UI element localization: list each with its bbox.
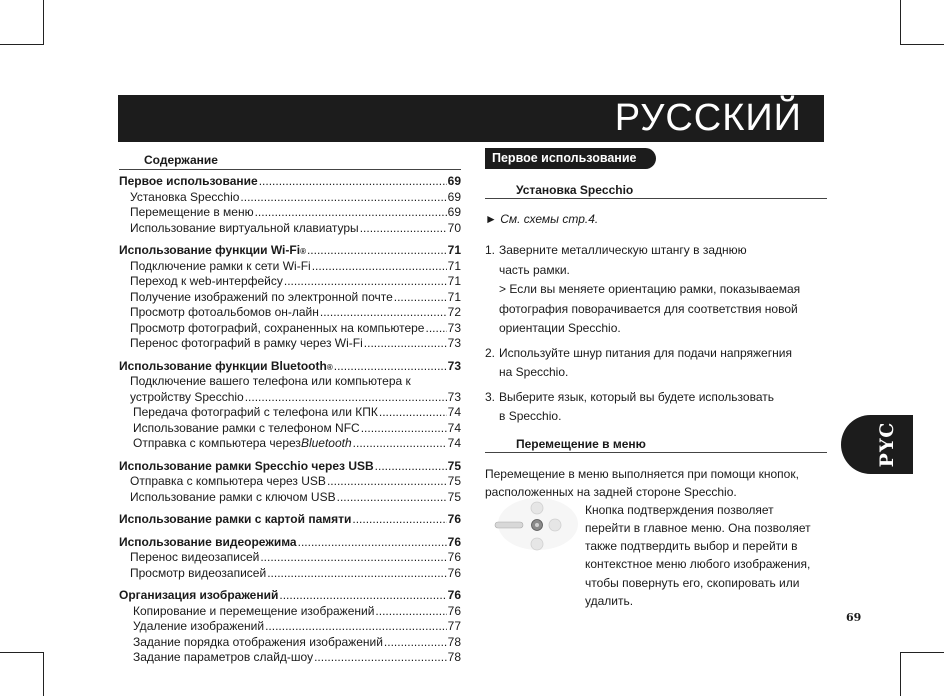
toc-item-text: Перенос фотографий в рамку через Wi-Fi	[130, 336, 363, 350]
toc-item-text: Просмотр фотографий, сохраненных на компьютере	[130, 320, 425, 335]
dot-leader	[360, 221, 447, 237]
page-number: 69	[846, 611, 862, 624]
toc-item[interactable]	[119, 274, 461, 290]
banner-title: РУССКИЙ	[614, 97, 802, 139]
toc-item-text: Перемещение в меню	[130, 205, 254, 219]
dot-leader	[312, 259, 447, 275]
install-heading: Установка Specchio	[485, 182, 827, 199]
crop-mark	[900, 0, 901, 44]
toc-item[interactable]	[119, 604, 461, 620]
step-body	[499, 344, 827, 383]
table-of-contents	[119, 153, 461, 666]
toc-page-number: 76	[447, 512, 461, 526]
dot-leader	[267, 566, 446, 582]
toc-item-text: Установка Specchio	[130, 189, 240, 204]
dot-leader	[394, 290, 447, 306]
step-line: в Specchio.	[499, 409, 562, 423]
menu-description-line: также подтвердить выбор и перейти в	[585, 539, 798, 554]
step-line: Выберите язык, который вы будете использовать	[499, 389, 774, 404]
toc-section	[119, 243, 461, 352]
toc-item[interactable]	[119, 190, 461, 206]
toc-item-text: Отправка с компьютера через USB	[130, 474, 326, 488]
dot-leader	[260, 550, 446, 566]
toc-section-title[interactable]	[119, 459, 461, 475]
toc-item-text: Просмотр фотоальбомов он-лайн	[130, 305, 319, 319]
install-step	[485, 388, 827, 427]
menu-description-line: перейти в главное меню. Она позволяет	[585, 520, 811, 535]
toc-item-text: Получение изображений по электронной почте	[130, 289, 393, 304]
toc-section	[119, 512, 461, 528]
dot-leader	[375, 604, 446, 620]
install-step	[485, 344, 827, 383]
note-text: См. схемы стр.4.	[500, 212, 599, 226]
menu-description-line: контекстное меню любого изображения,	[585, 557, 811, 572]
toc-item-text: Использование виртуальной клавиатуры	[130, 220, 359, 235]
toc-section-title[interactable]	[119, 535, 461, 551]
dot-leader	[284, 274, 447, 290]
toc-item[interactable]	[119, 336, 461, 352]
step-number: 2.	[485, 345, 496, 360]
toc-item[interactable]	[119, 474, 461, 490]
toc-item[interactable]	[119, 405, 461, 421]
toc-item[interactable]	[119, 205, 461, 221]
section-title: Первое использование	[485, 148, 656, 169]
dot-leader	[379, 405, 447, 421]
toc-page-number: 74	[447, 420, 461, 435]
navigation-buttons-illustration	[490, 495, 578, 555]
toc-item[interactable]	[119, 566, 461, 582]
dot-leader	[279, 588, 446, 604]
menu-description-line: чтобы повернуть его, скопировать или	[585, 575, 800, 590]
toc-section	[119, 459, 461, 506]
toc-item[interactable]	[119, 421, 461, 437]
toc-title-text: Использование функции Wi-Fi	[119, 243, 301, 257]
install-step	[485, 241, 827, 339]
toc-item[interactable]	[119, 490, 461, 506]
dot-leader	[314, 650, 447, 666]
toc-section-title[interactable]	[119, 174, 461, 190]
toc-page-number: 76	[447, 534, 461, 549]
toc-page-number: 76	[447, 550, 461, 564]
toc-item-text: Подключение вашего телефона или компьютера к	[130, 374, 411, 388]
toc-item[interactable]	[119, 550, 461, 566]
toc-item-text: Просмотр видеозаписей	[130, 565, 267, 580]
toc-section-title[interactable]: Использование функции Wi-Fi ® ..... 71	[119, 243, 461, 259]
toc-item-text: устройству Specchio	[130, 389, 244, 404]
toc-item[interactable]	[119, 305, 461, 321]
dot-leader	[337, 490, 447, 506]
toc-item-text: Передача фотографий с телефона или КПК	[133, 405, 378, 419]
language-banner	[118, 95, 824, 142]
toc-page-number: 73	[447, 320, 461, 335]
crop-mark	[900, 652, 944, 653]
dot-leader	[255, 205, 447, 221]
dot-leader	[320, 305, 447, 321]
menu-intro-line: Перемещение в меню выполняется при помощи кнопок,	[485, 466, 799, 481]
toc-page-number: 76	[447, 565, 461, 580]
arrow-right-icon: ►	[485, 212, 497, 226]
toc-section	[119, 588, 461, 666]
toc-item-text: Подключение рамки к сети Wi-Fi	[130, 258, 311, 273]
toc-item-text: Задание параметров слайд-шоу	[133, 650, 314, 664]
toc-title-text: Первое использование	[119, 174, 258, 188]
toc-title-text: Организация изображений	[119, 588, 279, 602]
menu-intro-line: расположенных на задней стороне Specchio.	[485, 484, 737, 499]
toc-body	[119, 174, 461, 666]
dot-leader	[352, 512, 446, 528]
right-button-icon	[549, 519, 561, 531]
toc-page-number: 70	[447, 220, 461, 235]
menu-description-line: Кнопка подтверждения позволяет	[585, 502, 774, 517]
crop-mark	[900, 652, 901, 696]
toc-title-text: Использование видеорежима	[119, 534, 297, 549]
toc-section	[119, 535, 461, 582]
toc-section-title[interactable]	[119, 512, 461, 528]
side-tab-label: PYC	[875, 421, 898, 468]
toc-page-number: 76	[447, 603, 461, 618]
toc-page-number: 73	[447, 358, 461, 373]
step-line: часть рамки.	[499, 262, 570, 277]
toc-item-text: Использование рамки с телефоном NFC	[133, 420, 360, 435]
dot-leader	[361, 421, 447, 437]
toc-page-number: 78	[447, 650, 461, 664]
toc-page-number: 73	[447, 336, 461, 350]
dot-leader	[425, 321, 446, 337]
dot-leader	[240, 190, 446, 206]
dot-leader	[327, 474, 447, 490]
toc-heading: Содержание	[119, 153, 461, 170]
toc-item[interactable]	[119, 374, 461, 390]
toc-page-number: 78	[447, 634, 461, 649]
toc-item[interactable]	[119, 321, 461, 337]
toc-item[interactable]	[119, 635, 461, 651]
dot-leader	[364, 336, 447, 352]
toc-page-number: 71	[447, 289, 461, 304]
toc-page-number: 72	[447, 305, 461, 319]
dot-leader	[307, 243, 447, 259]
toc-page-number: 76	[447, 588, 461, 602]
toc-title-text: Использование функции Bluetooth	[119, 358, 327, 373]
step-line: на Specchio.	[499, 365, 569, 379]
crop-mark	[43, 652, 44, 696]
dot-leader	[334, 359, 447, 375]
step-body	[499, 241, 827, 339]
toc-page-number: 75	[447, 458, 461, 473]
dot-leader	[259, 174, 447, 190]
crop-mark	[900, 44, 944, 45]
confirm-button-center-icon	[535, 523, 539, 527]
toc-item-text: Перенос видеозаписей	[130, 550, 260, 564]
step-body	[499, 388, 827, 427]
toc-page-number: 69	[447, 205, 461, 219]
toc-page-number: 74	[447, 405, 461, 419]
toc-item-text: Копирование и перемещение изображений	[133, 603, 375, 618]
slider-button-icon	[495, 522, 523, 528]
menu-description-line: удалить.	[585, 593, 634, 608]
toc-page-number: 71	[447, 274, 461, 288]
toc-page-number: 73	[447, 389, 461, 404]
toc-section	[119, 174, 461, 236]
step-line: Заверните металлическую штангу в заднюю	[499, 243, 747, 257]
step-line: Используйте шнур питания для подачи напряжегния	[499, 345, 792, 360]
toc-item[interactable]	[119, 436, 461, 452]
dot-leader	[265, 619, 447, 635]
toc-section	[119, 359, 461, 452]
dot-leader	[353, 436, 447, 452]
down-button-icon	[531, 538, 543, 550]
toc-title-text: Использование рамки с картой памяти	[119, 512, 352, 526]
toc-item[interactable]	[119, 650, 461, 666]
toc-item-text: Переход к web-интерфейсу	[130, 274, 283, 288]
menu-description	[585, 501, 827, 611]
toc-item-text: Использование рамки с ключом USB	[130, 489, 336, 504]
toc-section-title[interactable]	[119, 588, 461, 604]
crop-mark	[0, 652, 44, 653]
install-steps	[485, 241, 827, 427]
dot-leader	[384, 635, 447, 651]
toc-page-number: 71	[447, 258, 461, 273]
toc-page-number: 69	[447, 174, 461, 188]
toc-page-number: 75	[447, 474, 461, 488]
step-line: фотография поворачивается для соответствия новой	[499, 301, 798, 316]
toc-title-text: Использование рамки Specchio через USB	[119, 458, 374, 473]
language-side-tab	[841, 415, 913, 474]
step-number: 1.	[485, 243, 496, 257]
toc-page-number: 75	[447, 489, 461, 504]
toc-item[interactable]	[119, 290, 461, 306]
dot-leader	[298, 535, 447, 551]
dot-leader	[245, 390, 447, 406]
toc-item-italic: Bluetooth	[300, 436, 352, 450]
crop-mark	[0, 44, 44, 45]
toc-item-text: Отправка с компьютера через	[133, 436, 301, 450]
crop-mark	[43, 0, 44, 44]
toc-item[interactable]	[119, 619, 461, 635]
toc-item[interactable]	[119, 259, 461, 275]
menu-heading: Перемещение в меню	[485, 436, 827, 453]
toc-item-text: Удаление изображений	[133, 619, 265, 633]
toc-section-title[interactable]: Использование функции Bluetooth ® ..... 73	[119, 359, 461, 375]
up-button-icon	[531, 502, 543, 514]
toc-page-number: 74	[447, 436, 461, 450]
step-line: ориентации Specchio.	[499, 321, 621, 335]
diagram-note	[485, 212, 827, 227]
toc-page-number: 69	[447, 189, 461, 204]
step-number: 3.	[485, 389, 496, 404]
toc-page-number: 77	[447, 619, 461, 633]
toc-item-text: Задание порядка отображения изображений	[133, 634, 383, 649]
dot-leader	[375, 459, 447, 475]
toc-item[interactable]	[119, 221, 461, 237]
toc-item[interactable]	[119, 390, 461, 406]
step-line: > Если вы меняете ориентацию рамки, показываемая	[499, 282, 801, 296]
toc-page-number: 71	[447, 243, 461, 257]
